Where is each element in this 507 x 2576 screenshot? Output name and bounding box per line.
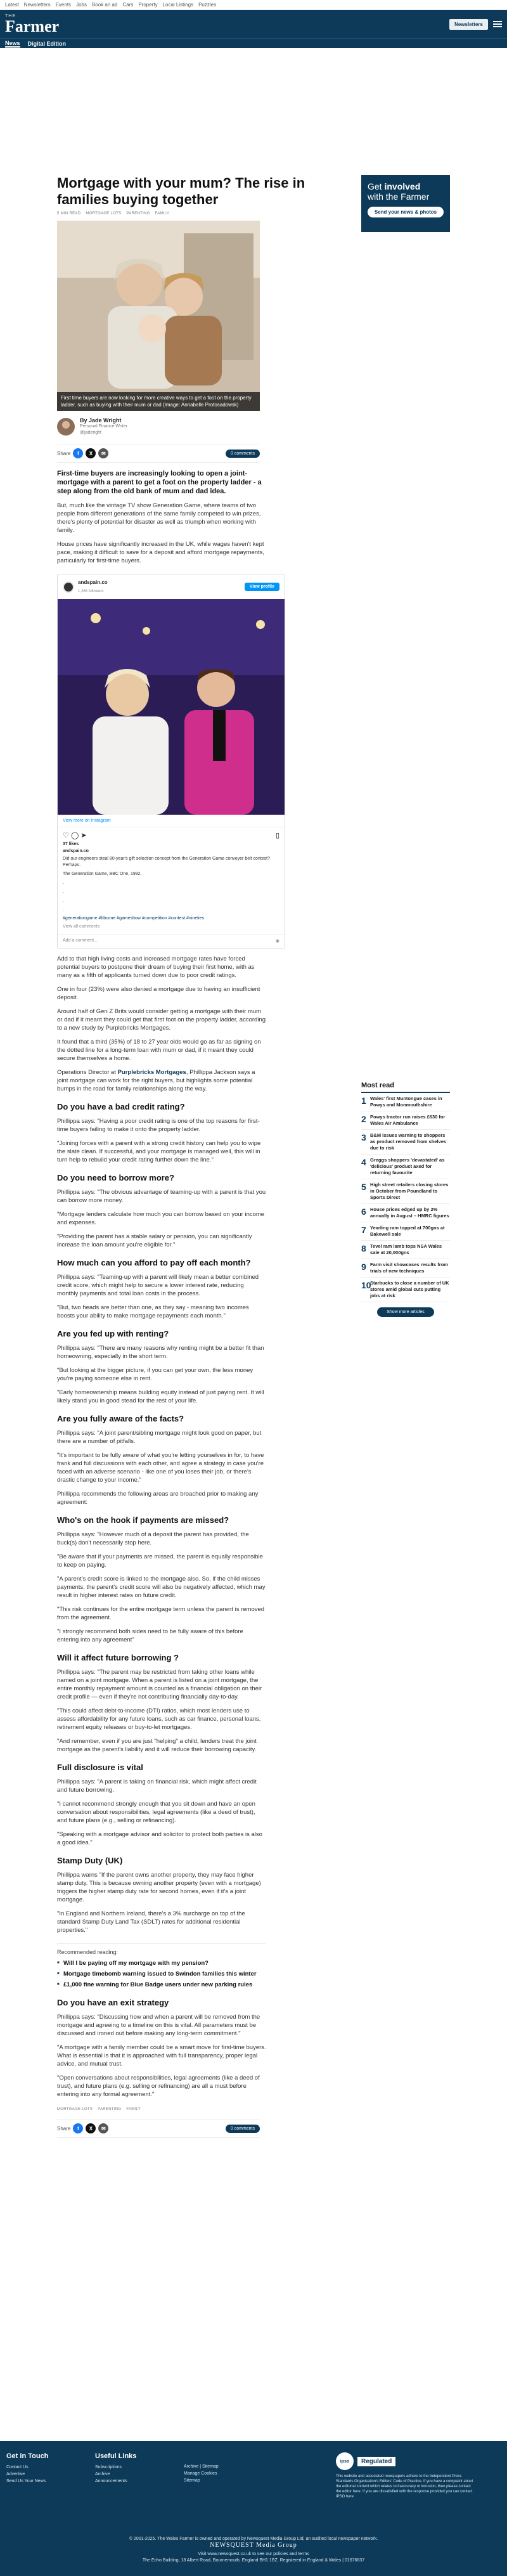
- share-bar: [57, 444, 260, 463]
- post-username[interactable]: andspain.co: [63, 849, 89, 853]
- tag-link[interactable]: FAMILY: [126, 2107, 141, 2111]
- most-read-link[interactable]: Wales' first Muntongue cases in Powys and Monmouthshire: [370, 1096, 442, 1108]
- author-block: [57, 417, 336, 436]
- most-read-link[interactable]: B&M issues warning to shoppers as product removed from shelves due to risk: [370, 1132, 447, 1151]
- policies-link[interactable]: Visit www.newsquest.co.uk to see our policies and terms: [198, 2552, 309, 2556]
- most-read-item[interactable]: [361, 1204, 450, 1222]
- promo-text-bold: involved: [384, 181, 421, 191]
- paragraph: "A parent's credit score is linked to the mortgage also. So, if the child misses payments, the parent's credit score will also be negatively affected, which may result in higher interest rates on future credit.: [57, 1576, 266, 1599]
- topnav-jobs[interactable]: Jobs: [76, 2, 87, 8]
- recommended-link[interactable]: ■ Mortgage timebomb warning issued to Swindon families this winter: [57, 1970, 266, 1978]
- recommended-reading: [57, 1943, 266, 1989]
- promo-text-2: with the Farmer: [368, 191, 430, 202]
- footer-link[interactable]: Sitemap: [184, 2478, 200, 2483]
- footer-link[interactable]: Advertise: [6, 2472, 25, 2476]
- site-footer: [0, 2441, 507, 2576]
- post-hashtags[interactable]: #generationgame #bbcone #gameshow #competition #contest #nineties: [63, 916, 204, 921]
- nav-digital-edition[interactable]: Digital Edition: [27, 40, 67, 47]
- topnav-book-ad[interactable]: Book an ad: [91, 2, 118, 8]
- ipso-logo[interactable]: ipso: [336, 2452, 354, 2470]
- subheading: Will it affect future borrowing ?: [57, 1653, 179, 1662]
- view-on-instagram-link[interactable]: View more on Instagram: [58, 815, 285, 827]
- post-caption: Did our engineers steal 80-year's gift selection concept from the Generation Game conveyer belt contest? Perhaps.: [63, 857, 271, 867]
- caption-dot: .: [63, 890, 64, 894]
- most-read-link[interactable]: Farm visit showcases results from trials of new techniques: [370, 1262, 448, 1274]
- paragraph: "Providing the parent has a stable salary or pension, you can significantly increase the loan amount you're eligible for.": [57, 1233, 252, 1248]
- nav-news[interactable]: News: [5, 39, 20, 46]
- rank-number: 5: [361, 1182, 366, 1192]
- paragraph: Around half of Gen Z Brits would consider getting a mortgage with their mum or dad if it meant they could get that first foot on the property ladder, according to a new study by Purplebricks Mortgages.: [57, 1008, 266, 1032]
- subheading: Who's on the hook if payments are missed?: [57, 1515, 229, 1525]
- top-utility-nav: [0, 0, 507, 10]
- most-read-link[interactable]: Greggs shoppers 'devastated' as 'delicious' product axed for returning favourite: [370, 1157, 445, 1175]
- ipso-text: This website and associated newspapers adhere to the Independent Press Standards Organisation's Editors' Code of Practice. If you have a complaint about the editorial content which relates to inaccuracy or intrusion, then please contact the editor here. If you are dissatisfied with the response provided you can contact IPSO here: [336, 2475, 473, 2499]
- footer-heading: Get in Touch: [6, 2452, 49, 2460]
- paragraph: "Open conversations about responsibilities, legal agreements (like a deed of trust), and future plans (e.g. selling or refinancing) are all a must before entering into any formal agreement.": [57, 2074, 260, 2098]
- topnav-property[interactable]: Property: [138, 2, 158, 8]
- paragraph: Phillippa says: "Teaming-up with a parent will likely mean a better combined credit score, which might help to secure a lower interest rate, reducing monthly payments and total loan costs in the process.: [57, 1274, 259, 1297]
- paragraph: [57, 1068, 266, 1093]
- meta-tag[interactable]: PARENTING: [126, 212, 150, 216]
- footer-link[interactable]: Archive | Sitemap: [184, 2464, 219, 2469]
- meta-tag[interactable]: FAMILY: [155, 212, 170, 216]
- add-comment-input[interactable]: Add a comment...: [63, 938, 98, 943]
- paragraph: Phillippa says: "A parent is taking on financial risk, which might affect credit and future borrowing.: [57, 1778, 257, 1794]
- rank-number: 10: [361, 1280, 371, 1290]
- topnav-cars[interactable]: Cars: [122, 2, 134, 8]
- rank-number: 1: [361, 1096, 366, 1106]
- most-read-link[interactable]: Tevel ram lamb tops NSA Wales sale at 20,000gns: [370, 1243, 442, 1255]
- subheading: Do you need to borrow more?: [57, 1173, 174, 1182]
- footer-link[interactable]: Manage Cookies: [184, 2471, 217, 2476]
- logo-name: Farmer: [5, 16, 60, 36]
- article-meta: [57, 212, 336, 216]
- paragraph-text: , Phillippa Jackson says a joint mortgage can work for the right buyers, but highlights some potential bumps in the road for family relationships along the way.: [57, 1069, 255, 1092]
- hamburger-menu-icon[interactable]: [493, 21, 502, 27]
- most-read-link[interactable]: Starbucks to close a number of UK stores amid global cuts putting jobs at risk: [370, 1280, 449, 1298]
- send-news-button[interactable]: Send your news & photos: [368, 207, 444, 217]
- footer-link[interactable]: Send Us Your News: [6, 2479, 46, 2483]
- paragraph: "Mortgage lenders calculate how much you can borrow based on your income and expenses.: [57, 1211, 265, 1226]
- most-read-item[interactable]: [361, 1259, 450, 1278]
- topnav-events[interactable]: Events: [55, 2, 72, 8]
- footer-heading: Useful Links: [95, 2452, 137, 2460]
- facebook-share-icon[interactable]: f: [73, 448, 83, 458]
- most-read-item[interactable]: [361, 1130, 450, 1155]
- paragraph: Phillippa says: "The parent may be restricted from taking other loans while named on a joint mortgage. When a parent is listed on a joint mortgage, the entire monthly repayment amount is counted as a financial obligation on their credit profile — even if they're not contributing financially day-to-day.: [57, 1669, 262, 1700]
- view-comments-link[interactable]: View all comments: [63, 924, 100, 929]
- paragraph: Phillippa says: "However much of a deposit the parent has provided, the buck(s) don't necessarily stop here.: [57, 1531, 249, 1546]
- author-handle[interactable]: @jaderight: [80, 430, 101, 435]
- author-role: Personal Finance Writer: [80, 424, 127, 429]
- newsquest-brand: NEWSQUEST: [210, 2542, 254, 2549]
- paragraph: "Early homeownership means building equity instead of just paying rent. It will likely stand you in good stead for the rest of your life.: [57, 1389, 264, 1404]
- paragraph: But, much like the vintage TV show Generation Game, where teams of two people from different generations of the same family competed to win prizes, there's plenty of potential for disaster as well as triumph when working with family.: [57, 502, 261, 534]
- purplebricks-link[interactable]: Purplebricks Mortgages: [117, 1069, 186, 1076]
- show-more-articles-button[interactable]: Show more articles: [377, 1307, 434, 1317]
- site-logo[interactable]: [5, 14, 59, 35]
- caption-dot: .: [63, 881, 64, 885]
- recommended-label: Recommended reading:: [57, 1949, 119, 1955]
- recommended-link[interactable]: ■ Will I be paying off my mortgage with my pension?: [57, 1959, 266, 1967]
- comments-button[interactable]: 0 comments: [226, 450, 260, 458]
- topnav-newsletters[interactable]: Newsletters: [23, 2, 51, 8]
- most-read-link[interactable]: Powys tractor run raises £630 for Wales Air Ambulance: [370, 1114, 446, 1126]
- paragraph: "In England and Northern Ireland, there's a 3% surcharge on top of the standard Stamp Duty Land Tax (SDLT) rates for additional residential properties.": [57, 1910, 245, 1934]
- topnav-local-listings[interactable]: Local Listings: [162, 2, 194, 8]
- subheading: Do you have an exit strategy: [57, 1998, 169, 2007]
- instagram-username[interactable]: andspain.co: [78, 579, 108, 585]
- article-lead: First-time buyers are increasingly looking to open a joint-mortgage with a parent to get a foot on the property ladder - a step along from the old bank of mum and dad idea.: [57, 470, 262, 495]
- share-label: Share: [57, 450, 71, 456]
- paragraph: "This could affect debt-to-income (DTI) ratios, which most lenders use to assess affordability for any future loans, such as car finance, personal loans, retirement equity releases or buy-to-let mortgages.: [57, 1707, 261, 1731]
- subheading: Stamp Duty (UK): [57, 1856, 123, 1865]
- ipso-block: [336, 2452, 475, 2499]
- newsletters-button[interactable]: Newsletters: [449, 19, 488, 30]
- x-share-icon[interactable]: X: [86, 448, 96, 458]
- footer-link[interactable]: Contact Us: [6, 2465, 29, 2469]
- email-share-icon[interactable]: ✉: [98, 448, 108, 458]
- facebook-share-icon[interactable]: f: [73, 2123, 83, 2133]
- footer-legal: [0, 2536, 507, 2564]
- x-share-icon[interactable]: X: [86, 2123, 96, 2133]
- rank-number: 8: [361, 1243, 366, 1253]
- most-read-item[interactable]: [361, 1111, 450, 1130]
- read-time: 5 MIN READ: [57, 212, 81, 216]
- post-caption-2: The Generation Game, BBC One, 1992.: [63, 872, 142, 876]
- view-profile-button[interactable]: View profile: [245, 583, 279, 591]
- paragraph: Phillippa says: "Discussing how and when a parent will be removed from the mortgage and agreeing to a timeline on this is vital. All parameters must be discussed and ironed out before making any long-term commitment.": [57, 2014, 260, 2037]
- topnav-puzzles[interactable]: Puzzles: [198, 2, 217, 8]
- subheading: Do you have a bad credit rating?: [57, 1102, 185, 1111]
- most-read-title: Most read: [361, 1082, 450, 1093]
- instagram-avatar[interactable]: [63, 581, 74, 593]
- rank-number: 7: [361, 1225, 366, 1235]
- paragraph: "Joining forces with a parent with a strong credit history can help you to wipe the slate clean. If successful, and your mortgage is managed well, this will in turn help to rebuild your credit rating further down the line.": [57, 1140, 261, 1163]
- paragraph: House prices have significantly increased in the UK, while wages haven't kept pace, making it difficult to save for a deposit and afford mortgage repayments, particularly for first-time buyers.: [57, 541, 265, 564]
- rank-number: 2: [361, 1114, 366, 1124]
- paragraph: Phillippa warns "If the parent owns another property, they may face higher stamp duty. This is because owning another property (even with a mortgage) triggers the higher stamp duty rate for second homes, even if it's a joint mortgage.: [57, 1872, 261, 1903]
- like-count: 37 likes: [63, 842, 79, 846]
- most-read-item[interactable]: [361, 1093, 450, 1111]
- instagram-followers: 1,266 followers: [78, 590, 104, 593]
- most-read-item[interactable]: [361, 1241, 450, 1259]
- paragraph: "But looking at the bigger picture, if you can get your own, the less money you're paying someone else in rent.: [57, 1367, 254, 1382]
- comments-button[interactable]: 0 comments: [226, 2125, 260, 2133]
- paragraph: Phillippa says: "Having a poor credit rating is one of the top reasons for first-time buyers failing to make it onto the property ladder.: [57, 1118, 260, 1133]
- most-read-item[interactable]: [361, 1155, 450, 1179]
- paragraph: "A mortgage with a family member could be a smart move for first-time buyers. What is essential is that it is approached with full transparency, proper legal advice, and mutual trust.: [57, 2044, 266, 2068]
- paragraph: Phillippa says: "There are many reasons why renting might be a better fit than homeowning, especially in the short term.: [57, 1345, 264, 1360]
- paragraph: "This risk continues for the entire mortgage term unless the parent is removed from the agreement.: [57, 1606, 265, 1621]
- paragraph: Phillippa recommends the following areas are broached prior to making any agreement:: [57, 1491, 259, 1506]
- send-icon[interactable]: ➤: [80, 832, 87, 839]
- paragraph: "I cannot recommend strongly enough that you sit down and have an open conversation about responsibilities, legal agreements (like a deed of trust), and future plans (e.g., selling or refinancing).: [57, 1801, 255, 1824]
- hero-caption: First time buyers are now looking for more creative ways to get a foot on the property ladder, such as buying with their mum or dad (Image: Annabelle Protosadowsk): [57, 392, 260, 411]
- paragraph: Add to that high living costs and increased mortgage rates have forced potential buyers to postpone their dream of buying their first home, with as many as a fifth of applicants turned down due to poor credit ratings.: [57, 955, 255, 979]
- tag-link[interactable]: MORTGAGE LOTS: [57, 2107, 93, 2111]
- paragraph: "But, two heads are better than one, as they say - meaning two incomes boosts your ability to make mortgage repayments each month.": [57, 1304, 249, 1319]
- footer-link[interactable]: Announcements: [95, 2479, 127, 2483]
- author-avatar[interactable]: [57, 418, 75, 436]
- most-read-link[interactable]: Yearling ram topped at 700gns at Bakewell sale: [370, 1225, 445, 1237]
- paragraph: Phillippa says: "A joint parent/sibling mortgage might look good on paper, but there are a number of pitfalls.: [57, 1430, 262, 1445]
- newsquest-logo[interactable]: [0, 2542, 507, 2549]
- bookmark-icon[interactable]: ▯: [275, 832, 279, 839]
- like-icon[interactable]: ♡: [63, 832, 69, 839]
- tag-link[interactable]: PARENTING: [98, 2107, 122, 2111]
- footer-link[interactable]: Archive: [95, 2472, 110, 2476]
- topnav-latest[interactable]: Latest: [5, 2, 19, 8]
- share-label: Share: [57, 2125, 71, 2132]
- most-read-link[interactable]: House prices edged up by 2% annually in August – HMRC figures: [370, 1207, 449, 1219]
- paragraph: One in four (23%) were also denied a mortgage due to having an insufficient deposit.: [57, 986, 260, 1001]
- sidebar: [361, 175, 450, 1317]
- paragraph: "Speaking with a mortgage advisor and solicitor to protect both parties is also a good idea.": [57, 1831, 262, 1846]
- ad-space: [0, 48, 507, 175]
- rank-number: 9: [361, 1262, 366, 1272]
- paragraph: It found that a third (35%) of 18 to 27 year olds would go as far as signing on the dotted line for a long-term loan with mum or dad, if it meant they could secure themselves a home.: [57, 1039, 261, 1062]
- share-bar-bottom: [57, 2119, 260, 2138]
- most-read-item[interactable]: [361, 1278, 450, 1302]
- paragraph: "It's important to be fully aware of what you're letting yourselves in for, to have frank and full discussions with each other, and agree a strategy in case you're faced with an adverse scenario - like one of you loses their job, or there's drastic change to your income.": [57, 1452, 264, 1484]
- footer-link[interactable]: Subscriptions: [95, 2465, 122, 2469]
- recommended-link[interactable]: ■ £1,000 fine warning for Blue Badge users under new parking rules: [57, 1981, 266, 1989]
- logo-small: THE: [5, 13, 16, 18]
- subheading: Are you fed up with renting?: [57, 1329, 169, 1338]
- most-read-item[interactable]: [361, 1179, 450, 1204]
- instagram-logo-icon[interactable]: ◉: [275, 939, 279, 943]
- instagram-embed: [57, 574, 285, 949]
- email-share-icon[interactable]: ✉: [98, 2123, 108, 2133]
- caption-dot: .: [63, 907, 64, 912]
- hero-image: [57, 221, 260, 411]
- hero-photo: [57, 221, 260, 411]
- most-read-link[interactable]: High street retailers closing stores in October from Poundland to Sports Direct: [370, 1182, 449, 1200]
- rank-number: 4: [361, 1157, 366, 1167]
- paragraph-text: Operations Director at: [57, 1069, 118, 1076]
- most-read-item[interactable]: [361, 1222, 450, 1241]
- subheading: How much can you afford to pay off each month?: [57, 1258, 251, 1267]
- most-read: [361, 1082, 450, 1317]
- paragraph: "Be aware that if your payments are missed, the parent is equally responsible to keep on paying.: [57, 1553, 263, 1569]
- subheading: Are you fully aware of the facts?: [57, 1414, 184, 1423]
- comment-icon[interactable]: ◯: [70, 832, 79, 839]
- section-nav: [0, 38, 507, 48]
- article-title: Mortgage with your mum? The rise in families buying together: [57, 175, 305, 207]
- meta-tag[interactable]: MORTGAGE LOTS: [86, 212, 122, 216]
- article-tags: [57, 2107, 336, 2111]
- author-name[interactable]: By Jade Wright: [80, 417, 122, 424]
- ipso-regulated-label: Regulated: [357, 2457, 395, 2466]
- caption-dot: .: [63, 898, 64, 903]
- newsquest-sub: Media Group: [256, 2542, 297, 2549]
- instagram-photo[interactable]: [58, 599, 285, 815]
- paragraph: Phillippa says: "The obvious advantage of teaming-up with a parent is that you can borrow more money.: [57, 1189, 266, 1204]
- get-involved-promo[interactable]: [361, 175, 450, 232]
- subheading: Full disclosure is vital: [57, 1763, 143, 1772]
- paragraph: "And remember, even if you are just "helping" a child, lenders treat the joint mortgage as the parent's liability and it will reduce their borrowing capacity.: [57, 1738, 257, 1753]
- article: [57, 175, 336, 2138]
- rank-number: 3: [361, 1132, 366, 1142]
- promo-text: Get: [368, 181, 385, 191]
- masthead: [0, 10, 507, 38]
- company-address: The Echo Building, 18 Albert Road, Bournemouth, England BH1 1BZ. Registered in England & Wales | 01676637: [142, 2558, 365, 2563]
- paragraph: "I strongly recommend both sides need to be fully aware of this before entering into any agreement": [57, 1628, 243, 1643]
- copyright: © 2001-2025. The Wales Farmer is owned and operated by Newsquest Media Group Ltd, an audited local newspaper network.: [129, 2537, 378, 2541]
- rank-number: 6: [361, 1207, 366, 1217]
